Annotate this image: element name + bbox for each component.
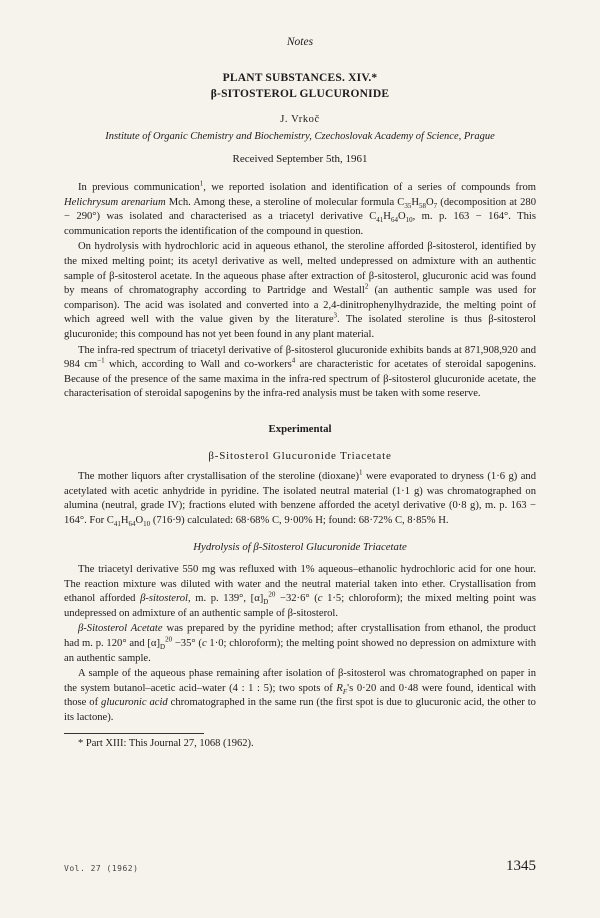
footnote-rule [64,733,204,734]
page-number: 1345 [506,858,536,874]
article-title [64,70,536,102]
footnote: * Part XIII: This Journal 27, 1068 (1962). [78,737,254,749]
paragraph: The mother liquors after crystallisation of the steroline (dioxane)$^1$ were evaporated to dryness (1·6 g) and acetylated with acetic anhydride in pyridine. The isolated neutral material (1·1 g) was chromatographed on alumina (neutral, grade IV); fractions eluted with benzene afforded the acetyl derivative (0·8 g), m. p. 163 − 164°. For $C_{41}H_{64}O_{10}$ (716·9) calculated: 68·68% C, 9·00% H; found: 68·72% C, 8·85% H. [64,468,537,528]
running-head: Notes [286,36,314,48]
paragraph: A sample of the aqueous phase remaining after isolation of β-sitosterol was chromatographed on paper in the system butanol–acetic acid–water (4 : 1 : 5); two spots of $R_F's$ 0·20 and 0·48 were found, identical with those of glucuronic acid chromatographed in the same run (the first spot is due to glucuronic acid, the other to its lactone). [64,668,536,723]
subsection-heading: β-Sitosterol Glucuronide Triacetate [208,449,392,462]
section-heading: Experimental [268,422,332,435]
paragraph: β-Sitosterol Acetate was prepared by the pyridine method; after crystallisation from ethanol, the product had m. p. 120° and $[\alpha]_D^{20} -35^\circ$ (c 1·0; chloroform); the melting point showed no depression on admixture with an authentic sample. [64,623,536,664]
paragraph: In previous communication$^1$, we reported isolation and identification of a series of compounds from Helichrysum arenarium Mch. Among these, a steroline of molecular formula $C_{35}H_{58}O_7$ (decomposition at 280 − 290°) was isolated and characterised as a triacetyl derivative $C_{41}H_{64}O_{10}$, m. p. 163 − 164°. This communication reports the identification of the compound in question. [64,179,537,237]
paragraph: On hydrolysis with hydrochloric acid in aqueous ethanol, the steroline afforded β-sitosterol, identified by the mixed melting point; its acetyl derivative as well, melted undepressed on admixture with an authentic sample of β-sitosterol acetate. In the aqueous phase after extraction of β-sitosterol, glucuronic acid was found by means of chromatography according to Partridge and Westall$^2$ (an authentic sample was used for comparison). The acid was isolated and converted into a 2,4-dinitrophenylhydrazide, the melting point of which agreed well with the value given by the literature$^3$. The isolated steroline is thus β-sitosterol glucuronide; this compound has not yet been found in any plant material. [64,241,537,340]
volume-label: Vol. 27 (1962) [64,864,139,873]
author: J. Vrkoč [280,114,320,125]
title-line-2: β-SITOSTEROL GLUCURONIDE [210,88,390,100]
subsection-heading: Hydrolysis of β-Sitosterol Glucuronide Triacetate [193,541,407,554]
title-line-1: PLANT SUBSTANCES. XIV.* [222,72,378,84]
received-date: Received September 5th, 1961 [232,153,368,165]
affiliation: Institute of Organic Chemistry and Biochemistry, Czechoslovak Academy of Science, Prague [105,131,495,142]
paragraph: The triacetyl derivative 550 mg was refluxed with 1% aqueous–ethanolic hydrochloric acid for one hour. The reaction mixture was diluted with water and the neutral material taken into ether. Crystallisation from ethanol afforded β-sitosterol, m. p. 139°, $[\alpha]_D^{20} -32\cdot 6^\circ$ (c 1·5; chloroform); the mixed melting point was undepressed on admixture of an authentic sample of β-sitosterol. [64,564,536,619]
paragraph: The infra-red spectrum of triacetyl derivative of β-sitosterol glucuronide exhibits bands at 871,908,920 and 984 $cm^{-1}$ which, according to Wall and co-workers$^4$ are characteristic for acetates of steroidal sapogenins. Because of the presence of the same maxima in the infra-red spectrum of β-sitosterol glucuronide acetate, the characterisation of steroidal sapogenins by the infra-red analysis must be taken with some reserve. [64,344,536,400]
article-body [64,181,536,726]
